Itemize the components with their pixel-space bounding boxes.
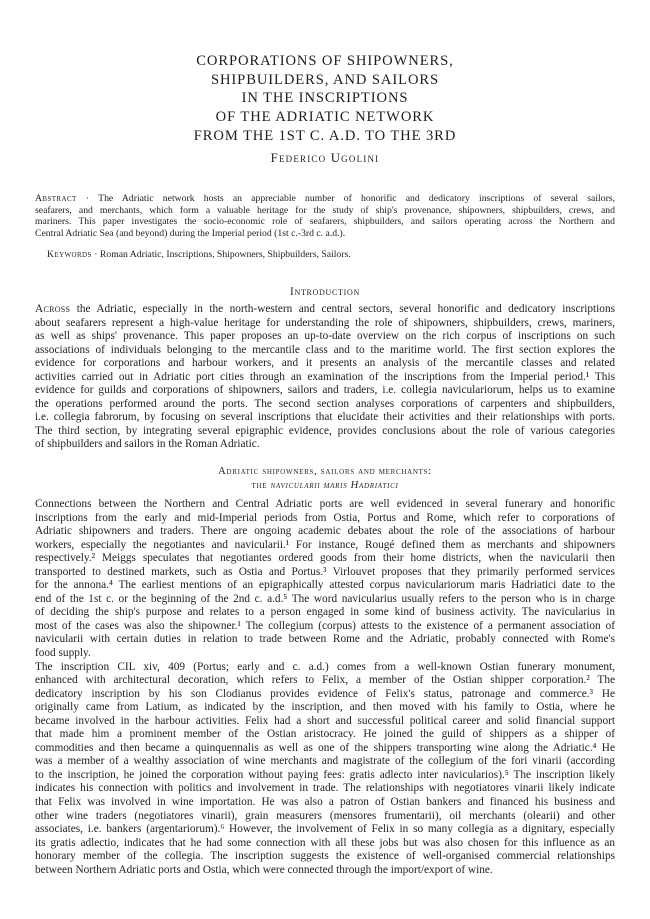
text-line: enhanced with architectural decoration, which refers to Felix, a member of the Ostian shipper corporation.² The — [35, 674, 615, 687]
text-line: other wine traders (negotiatores vinarii), grain measurers (mensores frumentarii), oil merchants (olearii) and other — [35, 809, 615, 822]
text-line: end of the 1st c. or the beginning of the 2nd c. a.d.⁵ The word navicularius usually refers to the person who is in charge — [35, 592, 615, 605]
section-subheading-navicularii — [35, 480, 615, 491]
text-line: as well as ships' provenance. This paper proposes an up-to-date overview on the rich corpus of inscriptions on such — [35, 330, 615, 343]
abstract-separator: · — [85, 193, 90, 204]
text-line: evidence for corporations and harbour workers, and it presents an analysis of the mercantile classes and related — [35, 357, 615, 370]
text-line: was a member of a wealthy association of wine merchants and magistrate of the collegium of the fori vinarii (according — [35, 755, 615, 768]
text-line: inscriptions from the early and mid-Imperial periods from Ostia, Portus and Rome, which refer to corporations of — [35, 511, 615, 524]
title-line: OF THE ADRIATIC NETWORK — [215, 109, 435, 126]
author-name: Federico Ugolini — [270, 151, 380, 165]
text-line: transported to destined markets, such as Ostia and Portus.³ Virlouvet proposes that they primarily performed services — [35, 565, 615, 578]
introduction-paragraph — [35, 303, 615, 452]
keywords — [47, 249, 351, 260]
abstract-line: Central Adriatic Sea (and beyond) during the Imperial period (1st c.-3rd c. a.d.). — [35, 227, 346, 239]
keywords-label: Keywords — [47, 249, 92, 260]
subheading-italic: navicularii maris Hadriatici — [270, 480, 399, 491]
text-line: The third section, by integrating several epigraphic evidence, provides conclusions about the role of various categories — [35, 424, 615, 437]
abstract-line — [35, 193, 615, 205]
abstract-line: mariners. This paper investigates the socio-economic role of seafarers, shipbuilders, and sailors operating across the Northern and — [35, 216, 615, 228]
text-line: of shipbuilders and sailors in the Roman Adriatic. — [35, 438, 260, 451]
text-line: evidence for guilds and corporations of shipowners, sailors and traders, i.e. collegia naviculariorum, helps us to examine — [35, 384, 615, 397]
text-line: about seafarers represent a high-value heritage for understanding the role of shipowners, shipbuilders, crews, mariners, — [35, 316, 615, 329]
paper-title — [60, 52, 590, 146]
text-line: of deciding the ship's purpose and relates to a person engaged in some kind of business activity. The navicularius in — [35, 606, 615, 619]
text-line: Connections between the Northern and Central Adriatic ports are well evidenced in several funerary and honorific — [35, 498, 615, 510]
text-line-rest: the Adriatic, especially in the north-western and central sectors, several honorific and dedicatory inscriptions — [70, 303, 615, 315]
keywords-text: Roman Adriatic, Inscriptions, Shipowners, Shipbuilders, Sailors. — [99, 249, 351, 260]
text-line: its gratis adlectio, indicates that he had some connection with all these jobs but was also chosen for this influence as an — [35, 836, 615, 849]
text-line: associations of individuals belonging to the mercantile class and to the maritime world. The first section explores the — [35, 343, 615, 356]
text-line: commodities and then became a quinquennalis as well as one of the shippers transporting wine along the Adriatic.⁴ He — [35, 741, 615, 754]
title-line: SHIPBUILDERS, AND SAILORS — [210, 71, 440, 88]
section1-body — [35, 498, 615, 877]
text-line: most of the cases was also the shipowner.¹ The collegium (corpus) attests to the existence of a permanent association of — [35, 619, 615, 632]
text-line: The inscription CIL xiv, 409 (Portus; early and c. a.d.) comes from a well-known Ostian funerary monument, — [35, 660, 615, 673]
text-line: workers, especially the negotiantes and navicularii.¹ For instance, Rougé defined them as merchants and shipowners — [35, 538, 615, 551]
keywords-separator: · — [94, 249, 98, 260]
text-line: that Felix was involved in wine importation. He was also a patron of Ostian bankers and financed his business and — [35, 796, 615, 809]
text-line: activities carried out in Adriatic port cities through an examination of the inscriptions from the Imperial period.¹ This — [35, 370, 615, 383]
text-line: i.e. collegia fabrorum, by focusing on several inscriptions that elucidate their activities and their relationships with ports. — [35, 411, 615, 424]
text-line: that made him a prominent member of the Ostian aristocracy. He joined the guild of shippers as a shipper of — [35, 728, 615, 741]
text-line: the operations performed around the ports. The second section analyses corporations of carpenters and shipbuilders, — [35, 397, 615, 410]
text-line: honorary member of the collegia. The inscription suggests the existence of well-organised commercial relationships — [35, 850, 615, 863]
abstract-text: The Adriatic network hosts an appreciable number of honorific and dedicatory inscriptions of several sailors, — [98, 193, 615, 204]
introduction-lines — [35, 317, 615, 452]
section-heading-introduction: Introduction — [290, 286, 360, 298]
text-line: to the inscription, he joined the corporation without paying fees: gratis adlecto inter navicularios).⁵ The inscription likely — [35, 768, 615, 781]
text-line: dedicatory inscription by his son Clodianus provides evidence of Felix's status, patronage and commerce.³ He — [35, 687, 615, 700]
section-heading-adriatic-shipowners: Adriatic shipowners, sailors and merchants: — [218, 466, 432, 477]
text-line: originally came from Latium, as indicated by the inscription, and then moved with his family to Ostia, where he — [35, 701, 615, 714]
drop-word: Across — [35, 303, 71, 315]
subheading-prefix: the — [251, 480, 271, 491]
text-line: Adriatic shipowners and traders. There are ongoing academic debates about the role of the associations of harbour — [35, 525, 615, 538]
text-line: for the annona.⁴ The earliest mentions of an epigraphically attested corpus naviculariorum maris Hadriatici date to the — [35, 579, 615, 592]
text-line — [35, 303, 615, 317]
text-line: navicularii with certain duties in relation to trade between Rome and the Adriatic, probably connected with Rome's — [35, 633, 615, 646]
title-line: IN THE INSCRIPTIONS — [241, 90, 409, 107]
text-line: respectively.² Meiggs speculates that negotiantes ordered goods from their home districts, when the navicularii then — [35, 552, 615, 565]
abstract — [35, 193, 615, 239]
title-line: FROM THE 1ST C. A.D. TO THE 3RD — [193, 127, 457, 144]
title-line: CORPORATIONS OF SHIPOWNERS, — [196, 53, 454, 69]
text-line: between Northern Adriatic ports and Ostia, which were connected through the import/export of wine. — [35, 863, 493, 876]
text-line: indicates his connection with politics and involvement in trade. The relationships with negotiatores vinarii likely indicate — [35, 782, 615, 795]
text-line: food supply. — [35, 647, 91, 660]
text-line: associates, i.e. bankers (argentariorum).⁶ However, the involvement of Felix in so many collegia as a dignitary, especially — [35, 823, 615, 836]
text-line: became involved in the harbour activities. Felix had a short and successful political career and solid financial support — [35, 714, 615, 727]
section1-lines — [35, 498, 615, 877]
abstract-line: seafarers, and merchants, which form a valuable heritage for the study of ship's provenance, shipowners, shipbuilders, crews, and — [35, 204, 615, 216]
abstract-label: Abstract — [35, 193, 77, 204]
